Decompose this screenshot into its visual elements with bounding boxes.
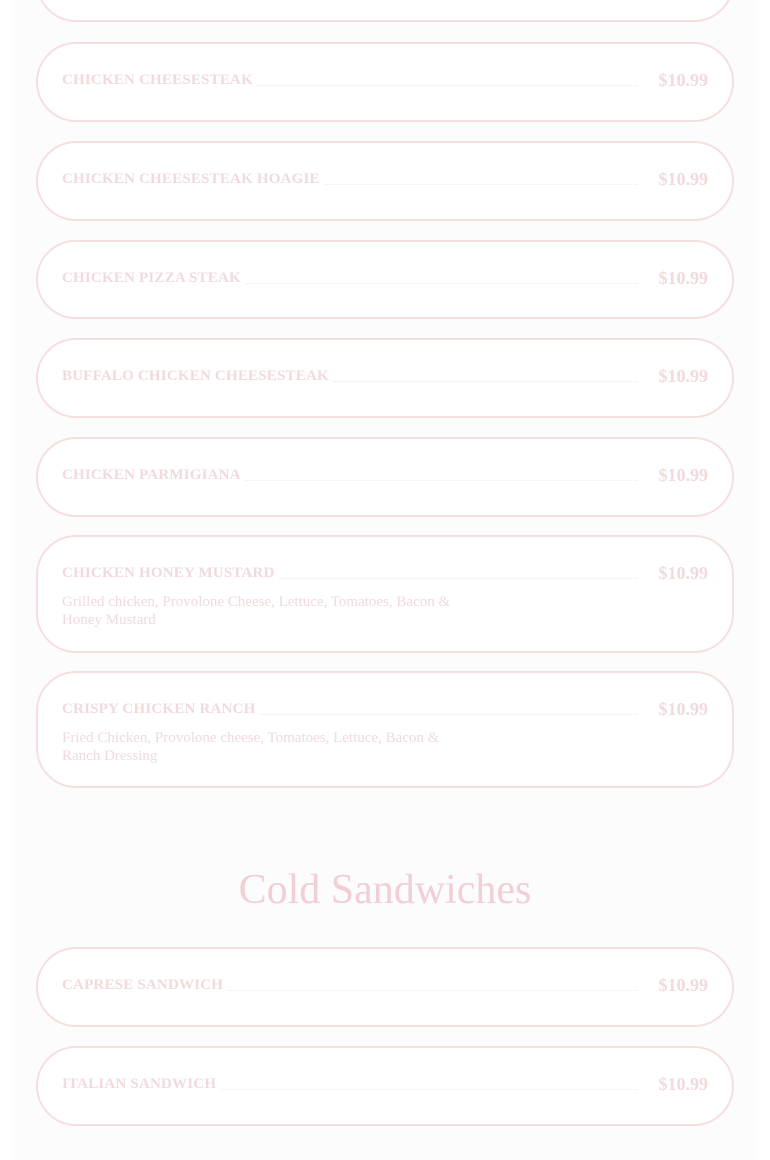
menu-item-header (62, 366, 708, 386)
menu-item-price: $10.99 (655, 699, 709, 720)
section-heading-cold-sandwiches: Cold Sandwiches (238, 867, 532, 913)
menu-item-name: CHICKEN PIZZA STEAK (62, 270, 245, 287)
menu-item-card[interactable] (36, 671, 734, 788)
menu-item-name: CHICKEN HONEY MUSTARD (62, 565, 279, 582)
menu-item-card[interactable] (36, 338, 734, 418)
menu-item-price: $10.99 (655, 975, 709, 996)
menu-item-card-partial (36, 0, 734, 22)
menu-item-price: $10.99 (655, 268, 709, 289)
menu-item-card[interactable] (36, 141, 734, 221)
menu-item-price: $10.99 (655, 563, 709, 584)
menu-item-header (62, 70, 708, 90)
menu-item-price: $10.99 (655, 366, 709, 387)
menu-item-header (62, 268, 708, 288)
menu-item-card[interactable] (36, 535, 734, 653)
menu-item-name: CHICKEN CHEESESTEAK (62, 72, 257, 89)
menu-item-price: $10.99 (655, 70, 709, 91)
menu-item-card[interactable] (36, 1046, 734, 1126)
menu-item-name: CHICKEN CHEESESTEAK HOAGIE (62, 171, 324, 188)
menu-item-card[interactable] (36, 437, 734, 517)
menu-item-name: CRISPY CHICKEN RANCH (62, 701, 259, 718)
menu-item-header (62, 465, 708, 485)
menu-item-description: Grilled chicken, Provolone Cheese, Lettuce, Tomatoes, Bacon & Honey Mustard (62, 594, 451, 628)
menu-item-card[interactable] (36, 42, 734, 122)
menu-item-name: ITALIAN SANDWICH (62, 1076, 220, 1093)
menu-item-price: $10.99 (655, 465, 709, 486)
menu-item-price: $10.99 (655, 1074, 709, 1095)
menu-item-header (62, 975, 708, 995)
menu-item-header (62, 169, 708, 189)
menu-item-card[interactable] (36, 240, 734, 319)
menu-item-description: Fried Chicken, Provolone cheese, Tomatoes, Lettuce, Bacon & Ranch Dressing (62, 730, 440, 764)
menu-item-name: CHICKEN PARMIGIANA (62, 467, 245, 484)
menu-item-header (62, 1074, 708, 1094)
menu-item-price: $10.99 (655, 169, 709, 190)
menu-item-header (62, 563, 708, 583)
menu-item-name: BUFFALO CHICKEN CHEESESTEAK (62, 368, 333, 385)
menu-item-header (62, 699, 708, 719)
menu-item-card[interactable] (36, 947, 734, 1027)
menu-item-name: CAPRESE SANDWICH (62, 977, 227, 994)
